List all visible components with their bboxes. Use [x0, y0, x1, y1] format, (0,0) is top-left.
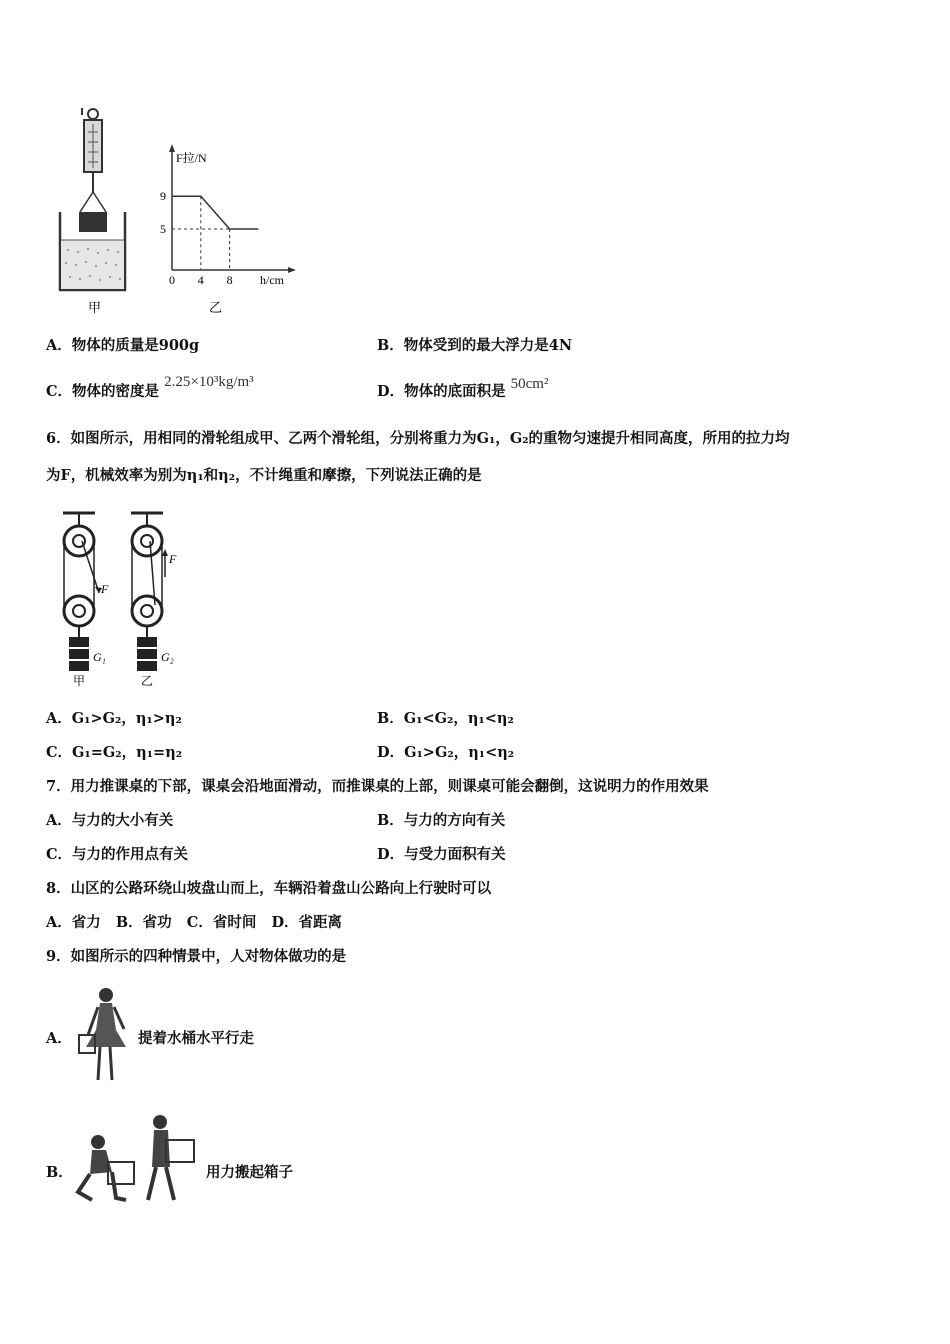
x-tick-label: 0	[169, 273, 175, 287]
q5-option-c-prefix: C．物体的密度是	[46, 383, 160, 400]
weight-label-left: G₁	[93, 650, 106, 664]
spring-scale-beaker-diagram	[50, 100, 310, 320]
pulley-systems-diagram	[55, 505, 205, 690]
q5-option-d-math: 50cm²	[510, 376, 549, 392]
q5-option-c[interactable]	[46, 374, 254, 402]
q7-stem: 7．用力推课桌的下部，课桌会沿地面滑动，而推课桌的上部，则课桌可能会翻倒，这说明力的作用效果	[46, 778, 709, 795]
q5-figure	[50, 100, 310, 320]
force-label-right: F	[169, 552, 177, 566]
q7-option-d[interactable]: D．与受力面积有关	[377, 846, 506, 863]
force-height-chart	[160, 144, 296, 287]
q9-option-b-label[interactable]: B．	[46, 1164, 73, 1181]
force-series-line	[172, 196, 258, 229]
q7-option-c[interactable]: C．与力的作用点有关	[46, 846, 189, 863]
q5-option-c-math: 2.25×10³kg/m³	[164, 374, 254, 390]
q9-option-a-label[interactable]: A．	[46, 1030, 72, 1047]
woman-carrying-bucket-image	[76, 985, 136, 1085]
pulley-label-yi: 乙	[141, 674, 154, 688]
x-axis-label: h/cm	[260, 273, 284, 287]
figure-label-jia: 甲	[88, 300, 102, 315]
q7-option-b[interactable]: B．与力的方向有关	[377, 812, 506, 829]
q8-options[interactable]: A．省力 B．省功 C．省时间 D．省距离	[46, 914, 343, 931]
pulley-label-jia: 甲	[73, 674, 86, 688]
x-axis-arrow	[288, 267, 296, 273]
q5-option-d[interactable]	[377, 376, 549, 402]
y-tick-label: 5	[160, 222, 166, 236]
q6-option-a[interactable]: A．G₁>G₂，η₁>η₂	[46, 710, 182, 727]
q6-option-b[interactable]: B．G₁<G₂，η₁<η₂	[377, 710, 514, 727]
q5-option-a[interactable]: A．物体的质量是900g	[46, 337, 200, 354]
q6-option-c[interactable]: C．G₁=G₂，η₁=η₂	[46, 744, 183, 761]
q5-option-b[interactable]: B．物体受到的最大浮力是4N	[377, 337, 573, 354]
q9-option-a-text[interactable]: 提着水桶水平行走	[138, 1030, 254, 1047]
weight-label-right: G₂	[161, 650, 174, 664]
figure-label-yi: 乙	[209, 300, 223, 315]
y-axis-arrow	[169, 144, 175, 152]
q6-option-d[interactable]: D．G₁>G₂，η₁<η₂	[377, 744, 515, 761]
person-lifting-box-image	[72, 1112, 204, 1207]
q7-option-a[interactable]: A．与力的大小有关	[46, 812, 174, 829]
q9-stem: 9．如图所示的四种情景中，人对物体做功的是	[46, 948, 347, 965]
q9-option-b-text[interactable]: 用力搬起箱子	[206, 1164, 293, 1181]
q6-stem-line2: 为F，机械效率为别为η₁和η₂，不计绳重和摩擦，下列说法正确的是	[46, 467, 482, 484]
x-tick-label: 8	[226, 273, 233, 287]
force-label-left: F	[101, 582, 109, 596]
y-axis-label: F拉/N	[176, 151, 207, 165]
q8-stem: 8．山区的公路环绕山坡盘山而上，车辆沿着盘山公路向上行驶时可以	[46, 880, 492, 897]
q6-stem-line1: 6．如图所示，用相同的滑轮组成甲、乙两个滑轮组，分别将重力为G₁，G₂的重物匀速提升相同高度，所用的拉力均	[46, 430, 790, 447]
q6-figure	[55, 505, 205, 690]
y-tick-label: 9	[160, 189, 166, 204]
q5-option-d-prefix: D．物体的底面积是	[377, 383, 506, 400]
x-tick-label: 4	[197, 273, 204, 287]
